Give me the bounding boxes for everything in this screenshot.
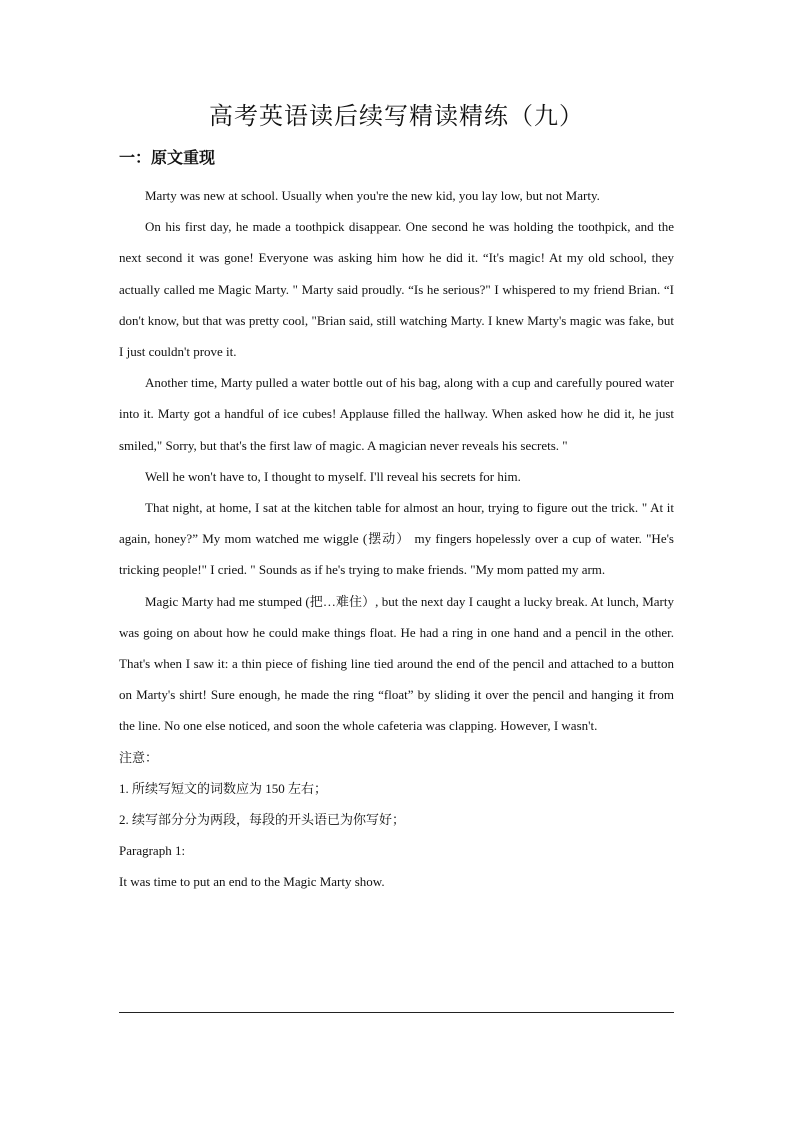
paragraph-label: Paragraph 1:	[119, 843, 186, 859]
paragraph-2: On his first day, he made a toothpick disappear. One second he was holding the toothpick, and the next second it was gone! Everyone was asking him how he did it. “It's magic! At my old school, they actually called me Magic Marty. " Marty said proudly. “Is he serious?" I whispered to my friend Brian. “I don't know, but that was pretty cool, "Brian said, still watching Marty. I knew Marty's magic was fake, but I just couldn't prove it.	[119, 219, 674, 360]
paragraph-opening: It was time to put an end to the Magic Marty show.	[119, 874, 385, 890]
notes-heading: 注意：	[119, 749, 159, 765]
paragraph-5: That night, at home, I sat at the kitchen table for almost an hour, trying to figure out the trick. " At it again, honey?” My mom watched me wiggle (摆动） my fingers hopelessly over a cup of water. "He's tricking people!" I cried. " Sounds as if he's trying to make friends. "My mom patted my arm.	[119, 500, 674, 578]
section-heading: 一：原文重现	[119, 150, 216, 167]
writing-line	[119, 1012, 674, 1013]
paragraph-6: Magic Marty had me stumped (把…难住）, but the next day I caught a lucky break. At lunch, Marty was going on about how he could make things float. He had a ring in one hand and a pencil in the other. That's when I saw it: a thin piece of fishing line tied around the end of the pencil and attached to a button on Marty's shirt! Sure enough, he made the ring “float” by sliding it over the pencil and hanging it from the line. No one else noticed, and soon the whole cafeteria was clapping. However, I wasn't.	[119, 593, 674, 734]
passage-body	[119, 180, 674, 898]
note-item-2: 2. 续写部分分为两段，每段的开头语已为你写好；	[119, 812, 406, 828]
paragraph-1: Marty was new at school. Usually when you're the new kid, you lay low, but not Marty.	[145, 188, 600, 203]
note-item-1: 1. 所续写短文的词数应为 150 左右；	[119, 780, 328, 796]
document-title: 高考英语读后续写精读精练（九）	[209, 104, 584, 130]
paragraph-4: Well he won't have to, I thought to myself. I'll reveal his secrets for him.	[145, 468, 521, 484]
paragraph-3: Another time, Marty pulled a water bottle out of his bag, along with a cup and carefully poured water into it. Marty got a handful of ice cubes! Applause filled the hallway. When asked how he did it, he just smiled," Sorry, but that's the first law of magic. A magician never reveals his secrets. "	[119, 375, 674, 453]
